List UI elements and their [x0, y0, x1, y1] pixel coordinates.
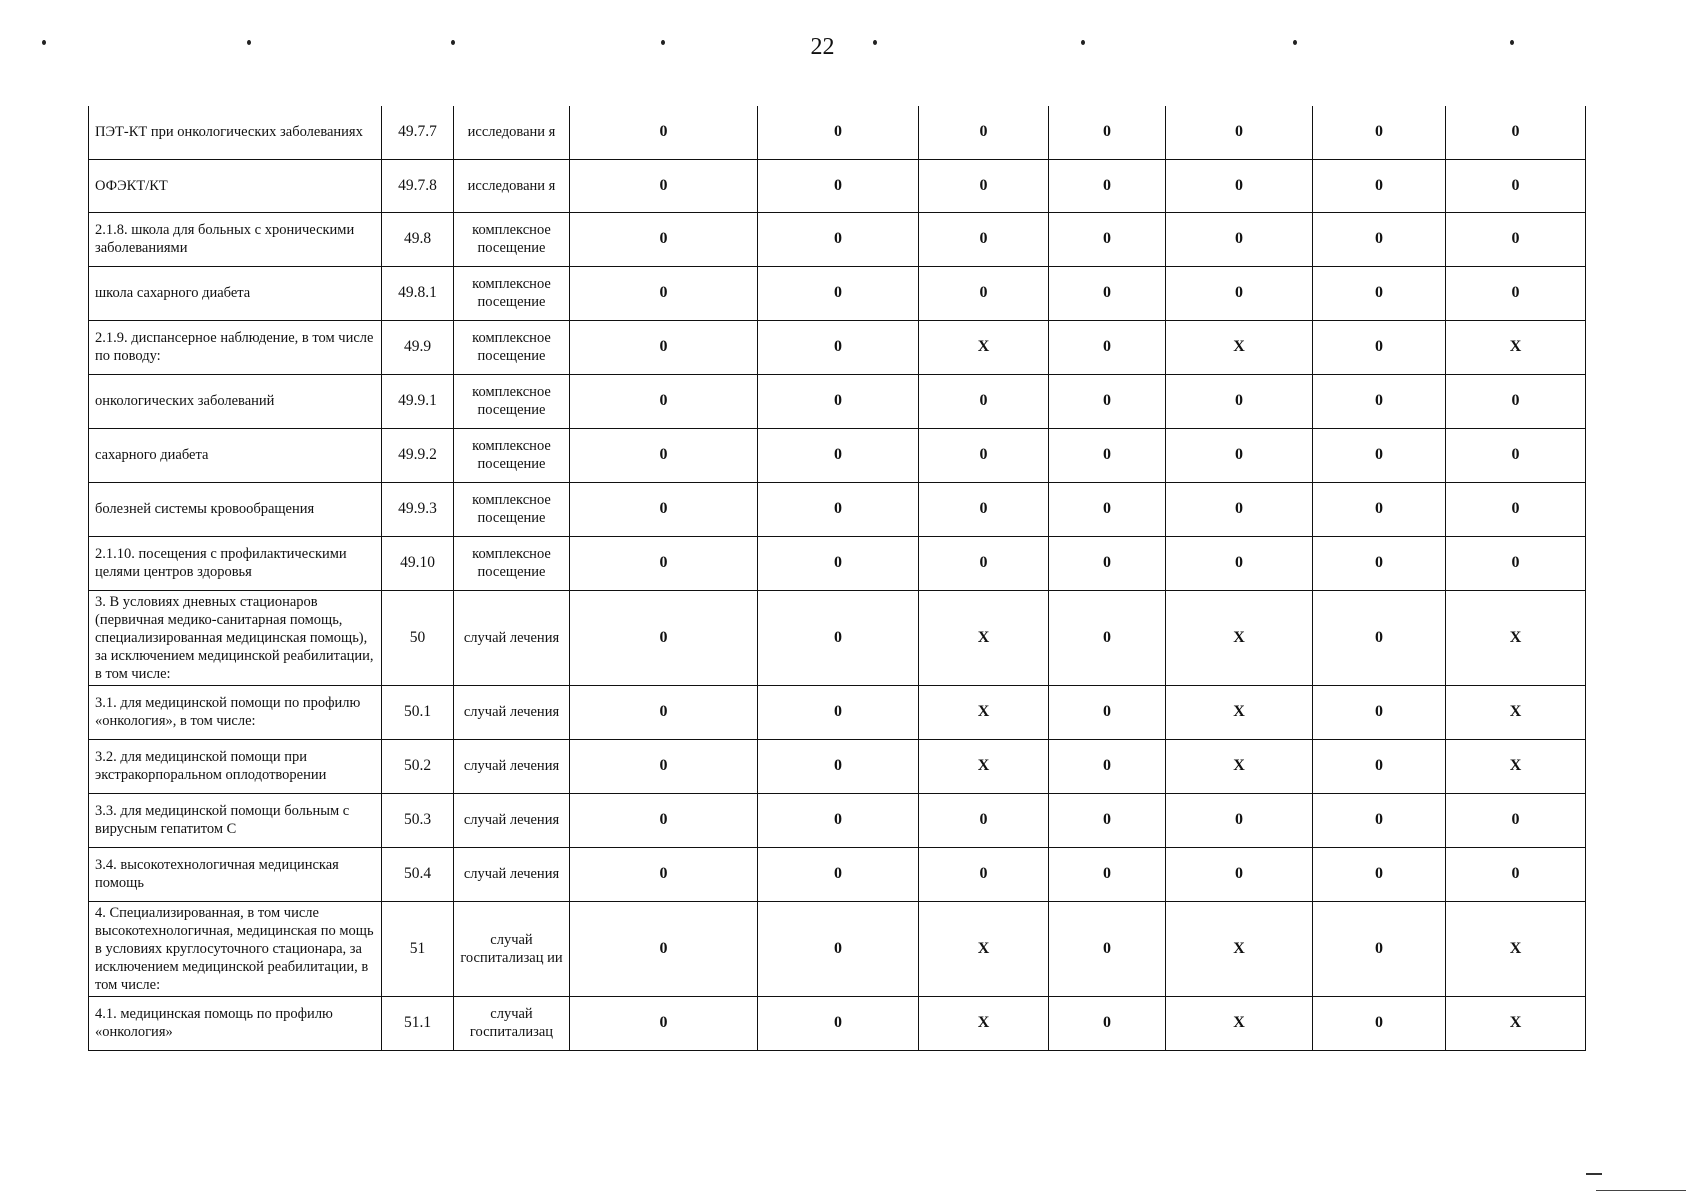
table-row	[89, 739, 1586, 793]
row-code-cell: 49.7.7	[382, 106, 454, 159]
row-value-cell: 0	[919, 212, 1049, 266]
row-value-cell: 0	[758, 320, 919, 374]
table-row	[89, 685, 1586, 739]
row-value-cell: X	[1166, 685, 1313, 739]
row-value-cell: X	[919, 590, 1049, 685]
row-name-cell: 2.1.10. посещения с профилактическими целями центров здоровья	[89, 536, 382, 590]
row-value-cell: X	[919, 739, 1049, 793]
row-value-cell: 0	[758, 428, 919, 482]
row-value-cell: 0	[1166, 106, 1313, 159]
row-value-cell: X	[1446, 996, 1586, 1050]
table-row	[89, 266, 1586, 320]
row-value-cell: 0	[570, 374, 758, 428]
row-value-cell: 0	[1446, 374, 1586, 428]
row-value-cell: 0	[1166, 428, 1313, 482]
table-row	[89, 320, 1586, 374]
row-value-cell: 0	[570, 536, 758, 590]
row-value-cell: 0	[758, 847, 919, 901]
table-row	[89, 159, 1586, 212]
row-code-cell: 50.3	[382, 793, 454, 847]
scan-dot	[247, 40, 251, 45]
row-value-cell: 0	[1049, 536, 1166, 590]
row-value-cell: 0	[1049, 996, 1166, 1050]
row-value-cell: X	[919, 320, 1049, 374]
row-code-cell: 50.1	[382, 685, 454, 739]
row-value-cell: 0	[1446, 266, 1586, 320]
row-value-cell: 0	[1313, 996, 1446, 1050]
row-code-cell: 49.10	[382, 536, 454, 590]
table-row	[89, 212, 1586, 266]
row-code-cell: 51.1	[382, 996, 454, 1050]
row-code-cell: 49.9.2	[382, 428, 454, 482]
row-value-cell: X	[919, 685, 1049, 739]
row-name-cell: 3.3. для медицинской помощи больным с вирусным гепатитом С	[89, 793, 382, 847]
row-value-cell: 0	[1049, 793, 1166, 847]
row-value-cell: 0	[570, 793, 758, 847]
row-value-cell: 0	[1049, 739, 1166, 793]
row-unit-cell: комплексное посещение	[454, 320, 570, 374]
row-value-cell: 0	[570, 685, 758, 739]
table-row	[89, 482, 1586, 536]
row-value-cell: 0	[758, 590, 919, 685]
scan-dot	[1081, 40, 1085, 45]
row-value-cell: 0	[758, 106, 919, 159]
row-value-cell: 0	[570, 106, 758, 159]
row-unit-cell: комплексное посещение	[454, 482, 570, 536]
row-name-cell: 4.1. медицинская помощь по профилю «онкология»	[89, 996, 382, 1050]
row-value-cell: X	[1166, 320, 1313, 374]
row-name-cell: 2.1.8. школа для больных с хроническими заболеваниями	[89, 212, 382, 266]
row-value-cell: 0	[1313, 428, 1446, 482]
row-value-cell: 0	[1446, 793, 1586, 847]
row-value-cell: 0	[570, 320, 758, 374]
table-row	[89, 590, 1586, 685]
row-unit-cell: случай госпитализац	[454, 996, 570, 1050]
row-value-cell: 0	[758, 159, 919, 212]
row-unit-cell: комплексное посещение	[454, 374, 570, 428]
row-value-cell: 0	[758, 266, 919, 320]
row-value-cell: 0	[1166, 266, 1313, 320]
scan-dot	[1293, 40, 1297, 45]
row-unit-cell: случай лечения	[454, 847, 570, 901]
row-value-cell: 0	[1049, 590, 1166, 685]
scan-dot	[42, 40, 46, 45]
row-unit-cell: комплексное посещение	[454, 212, 570, 266]
row-value-cell: 0	[1313, 685, 1446, 739]
row-value-cell: 0	[570, 847, 758, 901]
row-value-cell: 0	[1446, 159, 1586, 212]
row-value-cell: 0	[570, 212, 758, 266]
row-value-cell: X	[919, 996, 1049, 1050]
row-value-cell: 0	[1166, 374, 1313, 428]
row-value-cell: 0	[570, 996, 758, 1050]
row-unit-cell: случай лечения	[454, 685, 570, 739]
row-value-cell: 0	[1313, 901, 1446, 996]
row-value-cell: 0	[1049, 266, 1166, 320]
row-value-cell: X	[1446, 320, 1586, 374]
row-value-cell: 0	[919, 266, 1049, 320]
row-name-cell: школа сахарного диабета	[89, 266, 382, 320]
row-value-cell: 0	[1049, 159, 1166, 212]
row-value-cell: 0	[1166, 482, 1313, 536]
row-value-cell: 0	[919, 793, 1049, 847]
row-value-cell: 0	[1166, 793, 1313, 847]
row-unit-cell: случай лечения	[454, 590, 570, 685]
scan-dot	[1510, 40, 1514, 45]
row-value-cell: 0	[758, 374, 919, 428]
row-value-cell: 0	[758, 996, 919, 1050]
row-value-cell: 0	[1166, 536, 1313, 590]
scan-dot	[661, 40, 665, 45]
row-name-cell: ОФЭКТ/КТ	[89, 159, 382, 212]
row-value-cell: 0	[1313, 847, 1446, 901]
row-unit-cell: комплексное посещение	[454, 536, 570, 590]
row-value-cell: 0	[1313, 739, 1446, 793]
row-unit-cell: случай лечения	[454, 793, 570, 847]
row-value-cell: 0	[758, 482, 919, 536]
row-value-cell: X	[1166, 590, 1313, 685]
row-value-cell: 0	[1313, 212, 1446, 266]
row-value-cell: 0	[1313, 482, 1446, 536]
row-name-cell: ПЭТ-КТ при онкологических заболеваниях	[89, 106, 382, 159]
row-name-cell: онкологических заболеваний	[89, 374, 382, 428]
report-table	[88, 106, 1586, 1051]
row-value-cell: 0	[1049, 212, 1166, 266]
row-value-cell: 0	[1313, 320, 1446, 374]
row-value-cell: 0	[1049, 374, 1166, 428]
row-value-cell: X	[1166, 996, 1313, 1050]
page-number: 22	[810, 34, 835, 60]
row-unit-cell: случай лечения	[454, 739, 570, 793]
row-value-cell: 0	[1166, 847, 1313, 901]
row-value-cell: 0	[570, 159, 758, 212]
row-value-cell: 0	[919, 847, 1049, 901]
table-row	[89, 536, 1586, 590]
row-value-cell: 0	[1446, 536, 1586, 590]
row-value-cell: X	[1446, 590, 1586, 685]
row-value-cell: 0	[1166, 159, 1313, 212]
row-name-cell: 3.1. для медицинской помощи по профилю «онкология», в том числе:	[89, 685, 382, 739]
row-value-cell: 0	[1049, 847, 1166, 901]
row-value-cell: 0	[1049, 482, 1166, 536]
row-value-cell: X	[1446, 901, 1586, 996]
row-name-cell: сахарного диабета	[89, 428, 382, 482]
row-value-cell: 0	[758, 212, 919, 266]
row-unit-cell: исследовани я	[454, 106, 570, 159]
row-value-cell: 0	[1313, 536, 1446, 590]
row-value-cell: 0	[1313, 106, 1446, 159]
table-row	[89, 996, 1586, 1050]
row-value-cell: 0	[570, 590, 758, 685]
row-code-cell: 50	[382, 590, 454, 685]
row-value-cell: 0	[1313, 590, 1446, 685]
row-value-cell: 0	[1313, 159, 1446, 212]
row-code-cell: 51	[382, 901, 454, 996]
row-name-cell: 2.1.9. диспансерное наблюдение, в том числе по поводу:	[89, 320, 382, 374]
row-value-cell: 0	[1446, 106, 1586, 159]
row-value-cell: 0	[570, 266, 758, 320]
footer-line	[1596, 1190, 1686, 1191]
row-value-cell: 0	[758, 685, 919, 739]
table-row	[89, 106, 1586, 159]
row-value-cell: 0	[570, 428, 758, 482]
row-unit-cell: случай госпитализац ии	[454, 901, 570, 996]
table-row	[89, 847, 1586, 901]
row-value-cell: 0	[1446, 482, 1586, 536]
row-value-cell: 0	[570, 739, 758, 793]
row-code-cell: 50.4	[382, 847, 454, 901]
row-value-cell: 0	[758, 536, 919, 590]
row-value-cell: X	[1446, 739, 1586, 793]
table-row	[89, 428, 1586, 482]
row-unit-cell: исследовани я	[454, 159, 570, 212]
row-value-cell: 0	[919, 106, 1049, 159]
footer-mark	[1586, 1173, 1602, 1175]
row-value-cell: 0	[1446, 212, 1586, 266]
row-value-cell: 0	[1313, 793, 1446, 847]
row-value-cell: 0	[1446, 428, 1586, 482]
row-value-cell: 0	[1049, 320, 1166, 374]
row-name-cell: 3. В условиях дневных стационаров (первичная медико-санитарная помощь, специализированная медицинская помощь), за исключением медицинской реабилитации, в том числе:	[89, 590, 382, 685]
row-value-cell: 0	[1049, 428, 1166, 482]
row-value-cell: 0	[1313, 266, 1446, 320]
row-value-cell: X	[1446, 685, 1586, 739]
row-value-cell: 0	[919, 159, 1049, 212]
row-code-cell: 49.9	[382, 320, 454, 374]
table-body	[89, 106, 1586, 1050]
row-value-cell: 0	[758, 901, 919, 996]
row-value-cell: 0	[758, 739, 919, 793]
row-name-cell: 3.4. высокотехнологичная медицинская помощь	[89, 847, 382, 901]
row-code-cell: 50.2	[382, 739, 454, 793]
row-value-cell: X	[1166, 739, 1313, 793]
row-value-cell: 0	[919, 482, 1049, 536]
row-value-cell: 0	[919, 536, 1049, 590]
row-code-cell: 49.9.1	[382, 374, 454, 428]
row-value-cell: 0	[919, 374, 1049, 428]
row-code-cell: 49.7.8	[382, 159, 454, 212]
row-value-cell: 0	[570, 901, 758, 996]
row-value-cell: 0	[1166, 212, 1313, 266]
table-row	[89, 374, 1586, 428]
scan-dot	[451, 40, 455, 45]
row-code-cell: 49.9.3	[382, 482, 454, 536]
row-value-cell: X	[919, 901, 1049, 996]
scan-dot	[873, 40, 877, 45]
row-value-cell: 0	[1049, 106, 1166, 159]
row-value-cell: X	[1166, 901, 1313, 996]
row-unit-cell: комплексное посещение	[454, 266, 570, 320]
row-value-cell: 0	[1049, 901, 1166, 996]
row-value-cell: 0	[758, 793, 919, 847]
row-value-cell: 0	[1446, 847, 1586, 901]
row-value-cell: 0	[570, 482, 758, 536]
row-name-cell: болезней системы кровообращения	[89, 482, 382, 536]
row-name-cell: 4. Специализированная, в том числе высокотехнологичная, медицинская по мощь в условиях круглосуточного стационара, за исключением медицинской реабилитации, в том числе:	[89, 901, 382, 996]
table-row	[89, 793, 1586, 847]
row-code-cell: 49.8.1	[382, 266, 454, 320]
row-name-cell: 3.2. для медицинской помощи при экстракорпоральном оплодотворении	[89, 739, 382, 793]
row-value-cell: 0	[1049, 685, 1166, 739]
row-value-cell: 0	[1313, 374, 1446, 428]
table-row	[89, 901, 1586, 996]
row-value-cell: 0	[919, 428, 1049, 482]
row-code-cell: 49.8	[382, 212, 454, 266]
row-unit-cell: комплексное посещение	[454, 428, 570, 482]
